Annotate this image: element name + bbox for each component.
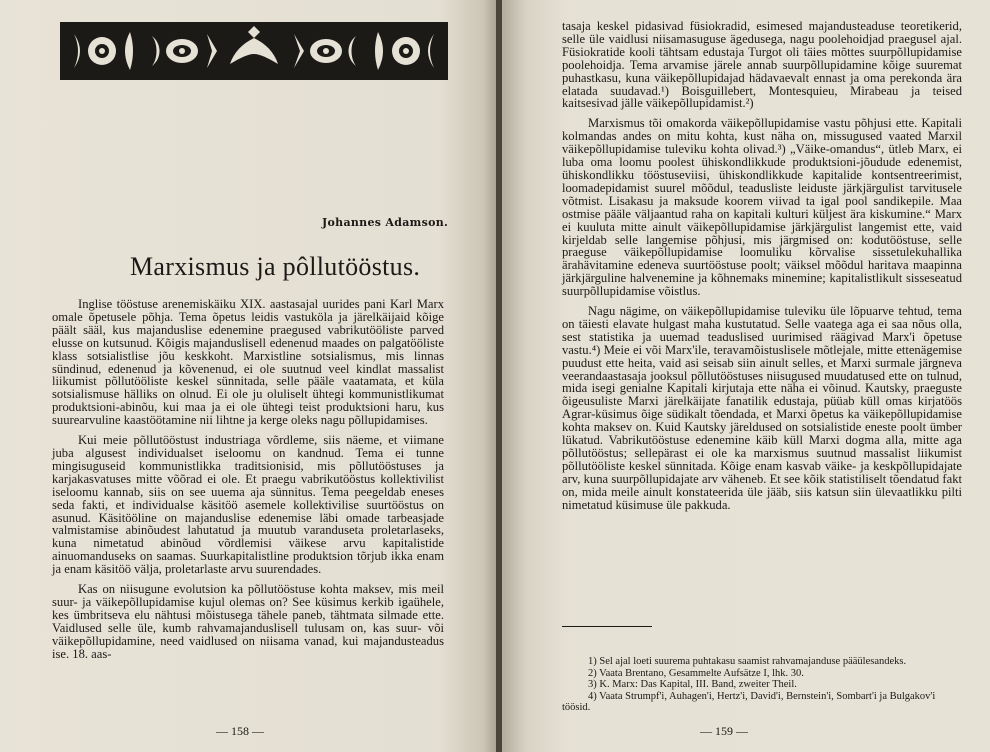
- paragraph: Nagu nägime, on väikepõllupidamise tuleviku üle lõpuarve tehtud, tema on täiesti elavate hulgast maha kustutatud. Selle vaatega aga ei saa nõus olla, sest statistika ja uuemad teaduslised uurimised räägivad Marx'i õpetuse vastu.⁴) Meie ei või Marx'ile, teravamõistuslisele mõtlejale, mitte ettenägemise puudust ette heita, vaid asi seisab siin ainult selles, et Marxi surmale järgneva veerandaastasaja jooksul põllutööstuses niisugused muudatused ette on tulnud, mida isegi genialne Kapitali kirjutaja ette näha ei võinud. Kautsky, praeguste õigeusuliste Marxi järelkäijate fanatilik edustaja, püüab küll omas kirjatöös Agrar-küsimus õige südikalt tõendada, et Marxi õpetus ka väikepõllupidamise kohta maksev on. Kuid Kautsky järeldused on sotsialistide eneste poolt ümber lükatud. Vabrikutööstuse edenemine käib küll Marxi dogma alla, mitte aga põllutööstus; sellepärast ei ole ka marxismus suutnud massalist liikumist põllutööliste keskel sünnitada. Kõige enam kasvab väike- ja keskpõllupidajate arv, kuna suurpõllupidajate arv väheneb. Et see kõik statistiliselt tõendatud fakt on, mida meile ainult konstateerida üle jääb, siis katsun siin ülevaatlikku pilti nimetatud küsimuse üle pakkuda.: [562, 304, 962, 512]
- footnote: 4) Vaata Strumpf'i, Auhagen'i, Hertz'i, David'i, Bernstein'i, Sombart'i ja Bulgakov'i töösid.: [562, 690, 936, 714]
- footnote: 3) K. Marx: Das Kapital, III. Band, zweiter Theil.: [588, 679, 797, 691]
- footnote: 2) Vaata Brentano, Gesammelte Aufsätze I, lhk. 30.: [588, 667, 804, 679]
- paragraph: Kui meie põllutööstust industriaga võrdleme, siis näeme, et viimane juba algusest individualset iseloomu on kandnud. Tema ei tunne mingisuguseid kommunistlikka traditsionisid, mis põllutööstuses ja karjakasvatuses mitte võõrad ei ole. Et praegu vabrikutööstus kollektivilist iseloomu kannab, siis on see uuema aja sünnitus. Tema peegeldab eneses seda fakti, et individualse käsitöö asemele kollektivilise suurtööstus on asunud. Käsitööline on majanduslise edenemise läbi omade tarbeasjade valmistamise abinõudest lahutatud ja muutub varanduseta proletarlaseks, kuna nimetatud abinõud võrdlemisi väikese arvu kapitalistide ainuomanduseks on saamas. Suurkapitalistline produktsion tõrjub ikka enam ja enam käsitöö välja, proletarlaste arvu suurendades.: [52, 433, 444, 577]
- footnotes: [562, 656, 962, 714]
- page-number-left: — 158 —: [216, 724, 264, 738]
- footnote: 1) Sel ajal loeti suurema puhtakasu saamist rahvamajanduse pääülesandeks.: [588, 656, 907, 667]
- paragraph: Inglise tööstuse arenemiskäiku XIX. aastasajal uurides pani Karl Marx omale õpetusele põhja. Tema õpetus leidis vastuköla ja järelkäijaid kõige päält sääl, kus majanduslise edenemine praegused vabrikutööliste parved elusse on kutsunud. Kõigis majanduslisell edenenud maades on palgatööliste klass sotsialistlise jõu keskkoht. Marxistline sotsialismus, mis linnas sündinud, edenenud ja kõvenenud, ei ole suutnud veel kindlat massalist liikumist põllutööliste keskel sünnitada, selle pääle vaatamata, et küla sotsialismuse hälliks on olnud. Ei ole ju oluliselt ühtegi kommunistlikumat produktsioni-abinõu, kui maa ja ei ole ühtegi teist produktsioni haru, kus suurearvuline kaastöötamine nii lihtne ja kerge oleks nagu põllupidamises.: [52, 297, 444, 428]
- footnote-rule: [562, 626, 652, 627]
- article-title: Marxismus ja pôllutööstus.: [130, 252, 421, 281]
- right-page: [502, 0, 990, 752]
- page-number-right: — 159 —: [700, 724, 748, 738]
- author-name: Johannes Adamson.: [322, 216, 449, 229]
- left-body-text: [52, 298, 444, 667]
- paragraph: tasaja keskel pidasivad füsiokradid, esimesed majandusteaduse teoretikerid, selle üle vaidlusi niisamasuguse ägedusega, nagu poolehoidjad praegusel ajal. Füsiokratide kooli tähtsam edustaja Turgot oli täies mõttes suurpõllupidamise poolehoidja. Tema arvamise järele annab suurpõllupidamine kõige suuremat puhastkasu, kuna väikepõllupidajad hädavaevalt ennast ja oma perekonda ära elatada suudavad.¹) Boisguillebert, Montesquieu, Mirabeau ja teised kaitsesivad jälle väikepõllupidamist.²): [562, 19, 962, 111]
- ornamental-header-band: [60, 22, 448, 80]
- paragraph: Kas on niisugune evolutsion ka põllutööstuse kohta maksev, mis meil suur- ja väikepõllupidamise kujul olemas on? See küsimus kerkib igaühele, kes ümbritseva elu nähtusi mõistusega tähele paneb, tähtmata silmade ette. Vaidlused selle üle, kumb rahvamajanduslisell tulusam on, kas suur- või väikepõllupidamine, need vaidlused on niisama vanad, kui majandusteadus ise. 18. aas-: [52, 582, 444, 661]
- right-body-text: [562, 20, 962, 519]
- paragraph: Marxismus tõi omakorda väikepõllupidamise vastu põhjusi ette. Kapitali kolmandas andes on mitu kohta, kust näha on, missugused vaated Marxil väikepõllupidamise tuleviku kohta olivad.³) „Väike-omandus“, ütleb Marx, ei luba oma loomu poolest ühiskondlikkude produktsioni-jõudude edenemist, ühiskondlikku tööstuseviisi, ühiskondlikkude kapitalide kontsentreerimist, loomadepidamist suurel mõõdul, teadusliste leiduste järkjärgulist tarvitusele võtmist. Lisakasu ja maksude koorem viivad ta igal pool sandikepile. Maa ostmise pääle väljaantud raha on kapitali kulturi küljest ära kiskumine.“ Marx ei kuuluta mitte ainult väikepõllupidamise järkjärgulist langemist ette, vaid kirjeldab selle langemise põhjusi, mis järgmised on: kodutööstuse, selle praeguse väikepõllupidamise loomuliku kõrvalise sissetulekuhallika ärahävitamine edeneva suurtööstuse poolt; väiksel mõõdul haritava maapinna järkjärguline halvenemine ja kõhnemaks minemine; kapitalistlikult sisseseatud suurpõllupidamise võistlus.: [562, 116, 962, 299]
- floral-ornament-icon: [62, 24, 446, 78]
